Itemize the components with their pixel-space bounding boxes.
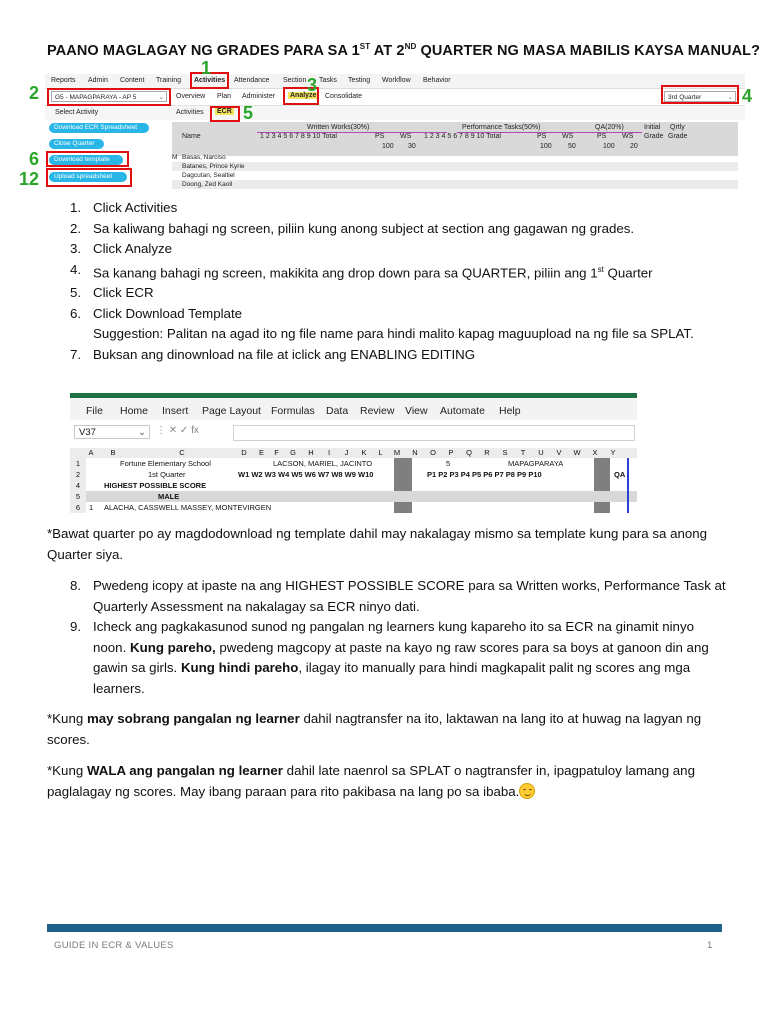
list-item — [70, 283, 708, 304]
list-number: 8. — [70, 578, 82, 593]
school-name: Fortune Elementary School — [120, 459, 211, 468]
tab-analyze[interactable]: Analyze — [290, 92, 317, 99]
formula-icons[interactable]: ⋮ ✕ ✓ fx — [156, 425, 199, 436]
list-text: pwedeng magcopy at paste na kayo ng raw scores para sa boys at ganoon din ang gawin sa girls. — [93, 639, 709, 675]
ribbon-insert[interactable]: Insert — [162, 405, 189, 417]
qa-ps-value: 100 — [603, 143, 615, 150]
step-number-3: 3 — [307, 75, 318, 95]
list-text: Sa kanang bahagi ng screen, makikita ang drop down para sa QUARTER, piliin ang 1 — [93, 264, 598, 280]
ribbon-automate[interactable]: Automate — [440, 405, 485, 417]
step-number-1: 1 — [201, 58, 212, 78]
bold-text: Kung hindi pareho — [180, 660, 299, 675]
learner-row — [172, 171, 738, 180]
step-number-6: 6 — [29, 149, 40, 169]
row-number: 4 — [70, 480, 86, 491]
step-number-5: 5 — [243, 103, 254, 123]
pt-ws: WS — [562, 133, 574, 140]
menu-training[interactable]: Training — [156, 77, 182, 84]
list-item — [70, 617, 730, 699]
bold-text: Kung pareho, — [129, 639, 216, 655]
column-header[interactable]: G — [290, 448, 296, 457]
highlight-subject — [47, 88, 171, 106]
chevron-down-icon: ⌄ — [138, 427, 146, 438]
tab-overview[interactable]: Overview — [176, 93, 206, 100]
upload-spreadsheet-button[interactable]: Upload spreadsheet — [49, 172, 127, 182]
list-text: Click Analyze — [93, 241, 173, 256]
learner-name: Doong, Zed Kaoll — [182, 181, 233, 188]
list-number: 4. — [70, 261, 82, 277]
pt-columns: 1 2 3 4 5 6 7 8 9 10 Total — [424, 133, 501, 140]
tab-consolidate[interactable]: Consolidate — [325, 93, 362, 100]
list-text: Sa kaliwang bahagi ng screen, piliin kung anong subject at section ang gagawan ng grades. — [93, 220, 635, 236]
grades-grid-header — [172, 122, 738, 156]
select-activity-label[interactable]: Select Activity — [55, 109, 99, 116]
menu-section[interactable]: Section — [283, 77, 307, 84]
download-template-button[interactable]: Download template — [49, 155, 123, 165]
pt-ws-value: 50 — [568, 143, 576, 150]
ww-ws: WS — [400, 133, 412, 140]
steps-list-a — [70, 198, 708, 365]
column-header[interactable]: M — [393, 448, 401, 457]
column-header[interactable]: X — [592, 448, 598, 457]
column-header[interactable]: U — [538, 448, 544, 457]
menu-attendance[interactable]: Attendance — [234, 77, 270, 84]
list-item — [70, 576, 730, 617]
col-name: Name — [182, 133, 201, 140]
ribbon-formulas[interactable]: Formulas — [271, 405, 315, 417]
ribbon-review[interactable]: Review — [360, 405, 395, 417]
list-text: Click Download Template — [93, 305, 243, 321]
highlight-quarter — [661, 85, 739, 104]
splat-screenshot — [19, 58, 753, 190]
excel-row — [70, 491, 637, 502]
column-header[interactable]: W — [573, 448, 581, 457]
suggestion-text: Suggestion: Palitan na agad ito ng file name para hindi malito kapag maguupload na ng file sa SPLAT. — [93, 326, 694, 342]
list-item — [70, 198, 708, 219]
ww-cells: W1 W2 W3 W4 W5 W6 W7 W8 W9 W10 — [238, 470, 374, 479]
learner-name: ALACHA, CASSWELL MASSEY, MONTEVIRGEN — [104, 503, 272, 512]
column-header[interactable]: Q — [466, 448, 472, 457]
list-text: Pwedeng icopy at ipaste na ang HIGHEST POSSIBLE SCORE para sa Written works, Performance Task at Quarterly Assessment na nakalagay sa ECR ninyo dati. — [93, 578, 726, 614]
list-number: 5. — [70, 285, 82, 301]
formula-input[interactable] — [233, 425, 635, 441]
ww-columns: 1 2 3 4 5 6 7 8 9 10 Total — [260, 133, 337, 140]
list-number: 9. — [70, 619, 82, 634]
column-header[interactable]: I — [327, 448, 331, 457]
splat-activity-bar — [45, 106, 745, 120]
column-header[interactable]: H — [308, 448, 314, 457]
column-header[interactable]: F — [274, 448, 279, 457]
column-header[interactable]: E — [258, 448, 264, 457]
ribbon-page-layout[interactable]: Page Layout — [202, 405, 261, 417]
menu-testing[interactable]: Testing — [348, 77, 371, 84]
excel-row — [70, 480, 637, 491]
column-header[interactable]: D — [241, 448, 247, 457]
ribbon-home[interactable]: Home — [120, 405, 149, 417]
learner-name: Dagcutan, Sealtiel — [182, 172, 235, 179]
excel-row — [70, 502, 637, 513]
ww-ps: PS — [375, 133, 385, 140]
grade-level: 5 — [446, 459, 451, 468]
smile-emoji-icon — [519, 783, 535, 799]
highest-possible-score: HIGHEST POSSIBLE SCORE — [104, 481, 207, 490]
pt-cells: P1 P2 P3 P4 P5 P6 P7 P8 P9 P10 — [427, 470, 542, 479]
formula-bar — [70, 422, 637, 442]
quarter-label: 1st Quarter — [148, 470, 186, 479]
list-number: 2. — [70, 220, 82, 236]
menu-reports[interactable]: Reports — [51, 77, 76, 84]
footer-title: GUIDE IN ECR & VALUES — [54, 940, 174, 951]
column-header[interactable]: V — [556, 448, 562, 457]
column-header[interactable]: P — [448, 448, 454, 457]
subject-dropdown[interactable]: G5 - MAPAGPARAYA - AP 5 ⌄ — [51, 91, 167, 102]
column-header[interactable]: N — [412, 448, 418, 457]
col-initial: Initial — [644, 124, 661, 131]
list-number: 3. — [70, 241, 82, 256]
excel-row — [70, 469, 637, 480]
pt-ps: PS — [537, 133, 547, 140]
list-number: 6. — [70, 305, 82, 321]
list-item — [70, 260, 708, 284]
ribbon-help[interactable]: Help — [499, 405, 521, 417]
ww-ws-value: 30 — [408, 143, 416, 150]
chevron-down-icon: ⌄ — [158, 94, 164, 101]
highlight-download-template — [46, 151, 129, 167]
list-item — [70, 304, 708, 345]
step-number-2: 2 — [29, 83, 40, 103]
quarter-dropdown[interactable]: 3rd Quarter ⌄ — [664, 91, 736, 102]
note-missing-learner: *Kung WALA ang pangalan ng learner dahil late naenrol sa SPLAT o nagtransfer in, ipagpatuloy lamang ang paglalagay ng scores. May ibang paraan para rito pakibasa na lang po sa ibaba. — [47, 763, 695, 799]
row-number: 5 — [70, 491, 86, 502]
menu-workflow[interactable]: Workflow — [382, 77, 411, 84]
activities-label[interactable]: Activities — [176, 109, 204, 116]
menu-content[interactable]: Content — [120, 77, 145, 84]
column-headers — [70, 448, 637, 458]
list-text: Click ECR — [93, 285, 154, 301]
list-text: Buksan ang dinownload na file at iclick ang ENABLING EDITING — [93, 346, 476, 362]
ribbon-view[interactable]: View — [405, 405, 428, 417]
list-text: Quarter — [603, 264, 653, 280]
menu-tasks[interactable]: Tasks — [319, 77, 337, 84]
qa-ws-value: 20 — [630, 143, 638, 150]
page-number: 1 — [707, 940, 713, 951]
step-number-12: 12 — [19, 169, 40, 189]
row-number: 1 — [70, 458, 86, 469]
menu-admin[interactable]: Admin — [88, 77, 108, 84]
tab-administer[interactable]: Administer — [242, 93, 276, 100]
excel-row — [70, 458, 637, 469]
download-ecr-spreadsheet-button[interactable]: Download ECR Spreadsheet — [49, 123, 149, 133]
ecr-button[interactable]: ECR — [217, 108, 232, 115]
learner-row — [172, 180, 738, 189]
column-header[interactable]: R — [484, 448, 490, 457]
column-header[interactable]: Y — [610, 448, 616, 457]
column-header[interactable]: J — [344, 448, 349, 457]
name-box[interactable]: V37 ⌄ — [74, 425, 150, 439]
col-written-works: Written Works(30%) — [307, 124, 370, 131]
ww-ps-value: 100 — [382, 143, 394, 150]
excel-ribbon — [70, 398, 637, 420]
list-number: 7. — [70, 346, 82, 362]
list-text: Icheck ang pagkakasunod sunod ng pangalan ng learners kung kapareho ito sa ECR na ginamit ninyo noon. — [93, 619, 694, 655]
excel-screenshot — [70, 393, 637, 513]
ribbon-file[interactable]: File — [86, 405, 103, 417]
tab-plan[interactable]: Plan — [217, 93, 232, 100]
col-qa: QA(20%) — [595, 124, 624, 131]
list-item — [70, 219, 708, 240]
ribbon-data[interactable]: Data — [326, 405, 349, 417]
steps-list-b — [70, 576, 730, 699]
note-extra-learner: *Kung may sobrang pangalan ng learner dahil nagtransfer na ito, laktawan na lang ito at huwag na lagyan ng scores. — [47, 711, 702, 747]
list-item — [70, 239, 708, 260]
column-header[interactable]: T — [520, 448, 526, 457]
list-number: 1. — [70, 200, 82, 215]
col-initial-grade: Grade — [644, 133, 664, 140]
chevron-down-icon: ⌄ — [727, 94, 733, 101]
col-performance-tasks: Performance Tasks(50%) — [462, 124, 541, 131]
learner-row — [172, 162, 738, 171]
col-qrtly: Qrtly — [670, 124, 685, 131]
column-header[interactable]: C — [179, 448, 185, 457]
close-quarter-button[interactable]: Close Quarter — [49, 139, 104, 149]
qa-cell: QA — [614, 470, 626, 479]
learner-name: Batanes, Prince Kyrie — [182, 163, 245, 170]
column-header[interactable]: L — [378, 448, 383, 457]
selection-border — [627, 458, 629, 513]
menu-activities[interactable]: Activities — [194, 77, 226, 84]
teacher-name: LACSON, MARIEL, JACINTO — [273, 459, 373, 468]
learner-row — [172, 153, 738, 162]
column-header[interactable]: A — [88, 448, 94, 457]
highlight-ecr — [210, 106, 240, 122]
superscript: st — [597, 264, 604, 274]
column-header[interactable]: O — [430, 448, 436, 457]
column-header[interactable]: K — [361, 448, 367, 457]
section-name: MAPAGPARAYA — [508, 459, 564, 468]
list-text: Click Activities — [93, 200, 178, 215]
page-title: PAANO MAGLAGAY NG GRADES PARA SA 1ST AT 2ND QUARTER NG MASA MABILIS KAYSA MANUAL? — [47, 42, 761, 59]
column-header[interactable]: B — [110, 448, 116, 457]
column-header[interactable]: S — [502, 448, 508, 457]
row-number: 6 — [70, 502, 86, 513]
qa-ps: PS — [597, 133, 607, 140]
note-quarter-template: *Bawat quarter po ay magdodownload ng template dahil may nakalagay mismo sa template kung para sa anong Quarter siya. — [47, 526, 708, 562]
learner-index: 1 — [89, 503, 94, 512]
gender-marker: M — [172, 154, 178, 161]
menu-behavior[interactable]: Behavior — [423, 77, 451, 84]
learner-name: Basas, Narciso — [182, 154, 226, 161]
male-label: MALE — [158, 492, 180, 501]
col-qrtly-grade: Grade — [668, 133, 688, 140]
footer-bar — [47, 924, 722, 932]
splat-menubar — [45, 74, 745, 89]
step-number-4: 4 — [742, 86, 753, 106]
pt-ps-value: 100 — [540, 143, 552, 150]
qa-ws: WS — [622, 133, 634, 140]
list-item — [70, 345, 708, 366]
list-text: , ilagay ito manually para hindi magkapalit palit ng scores ang mga learners. — [93, 660, 691, 696]
row-number: 2 — [70, 469, 86, 480]
highlight-upload — [46, 168, 132, 187]
